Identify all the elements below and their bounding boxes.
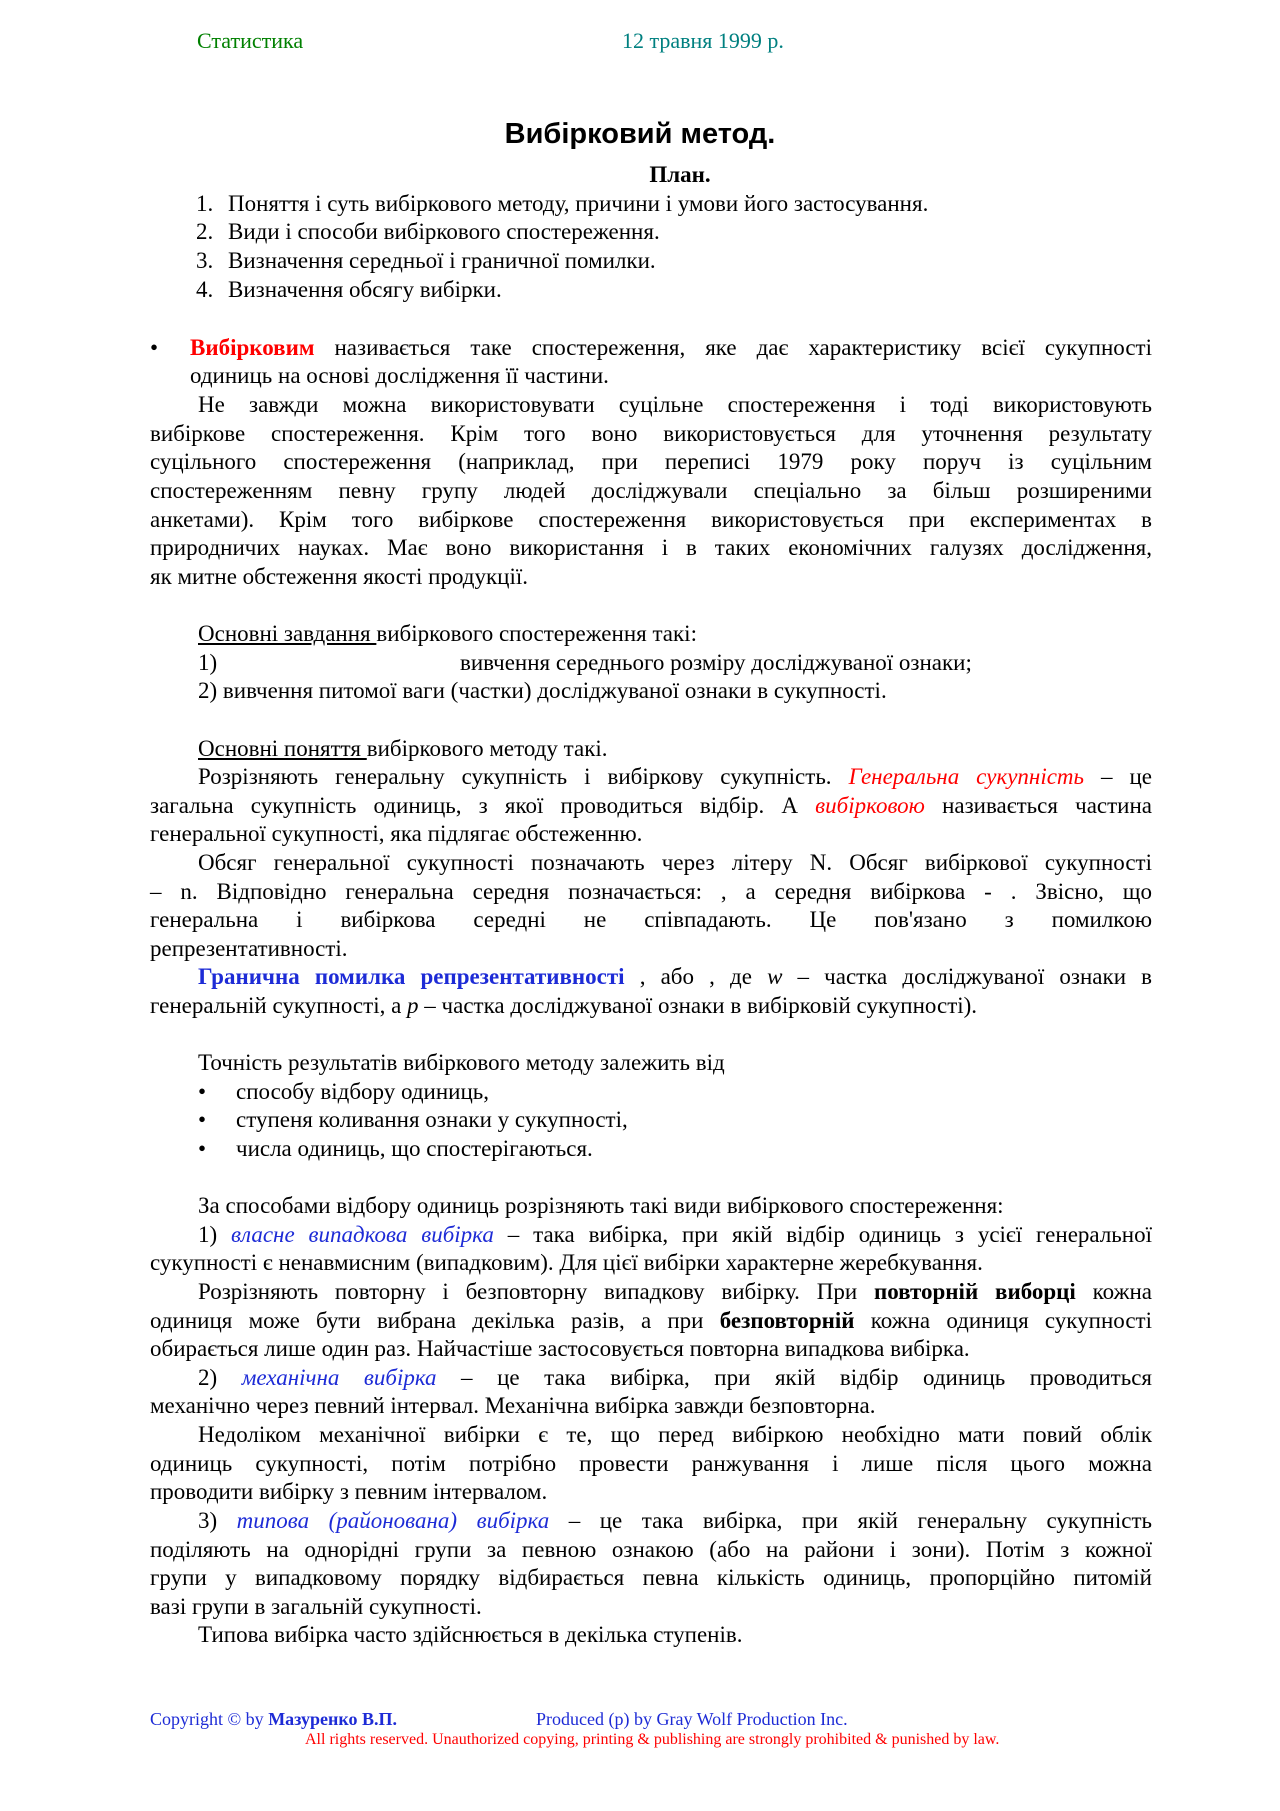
accuracy-intro: Точність результатів вибіркового методу залежить від	[198, 1050, 725, 1075]
footer-copyright	[150, 1709, 397, 1730]
paragraph-line	[150, 963, 1152, 991]
paragraph-line: поділяють на однорідні групи за певною ознакою (або на райони і зони). Потім з кожної	[150, 1537, 1152, 1562]
list-item: 2) вивчення питомої ваги (частки) досліджуваної ознаки в сукупності.	[198, 678, 887, 703]
task-text: вивчення середнього розміру досліджуваної ознаки;	[460, 650, 972, 675]
paragraph-line: анкетами). Крім того вибіркове спостереження використовується при експериментах в	[150, 507, 1152, 532]
symbol-p: p	[407, 993, 419, 1018]
task-number: 1)	[198, 650, 218, 675]
bullet-icon: •	[198, 1079, 207, 1104]
paragraph-line	[150, 1221, 1152, 1249]
page-title: Вибірковий метод.	[504, 118, 776, 150]
paragraph-line: сукупності є ненавмисним (випадковим). Для цієї вибірки характерне жеребкування.	[150, 1250, 983, 1275]
text-span: називається частина	[924, 793, 1152, 818]
text-span: – частка досліджуваної ознаки в	[782, 964, 1152, 989]
text-span: одиниця може бути вибрана декілька разів, а при	[150, 1308, 720, 1333]
text-span: Розрізняють повторну і безповторну випадкову вибірку. При	[198, 1279, 874, 1304]
term-non-repeated-sample: безповторній	[719, 1308, 855, 1333]
paragraph-line	[150, 1278, 1152, 1306]
term-random-sample: власне випадкова вибірка	[231, 1222, 494, 1247]
footer-produced: Produced (p) by Gray Wolf Production Inc.	[536, 1709, 848, 1729]
text-span: кожна	[1075, 1279, 1152, 1304]
paragraph-line: механічно через певний інтервал. Механічна вибірка завжди безповторна.	[150, 1393, 876, 1418]
text-span: , або , де	[624, 964, 768, 989]
plan-item-text: Поняття і суть вибіркового методу, причини і умови його застосування.	[228, 191, 929, 216]
text-span: – це така вибірка, при якій генеральну сукупність	[549, 1508, 1153, 1533]
paragraph-line	[150, 792, 1152, 820]
plan-item-number: 2.	[196, 219, 214, 244]
term-sample: вибірковою	[815, 793, 925, 818]
header-date: 12 травня 1999 р.	[622, 28, 784, 53]
text-span: – це така вибірка, при якій відбір одиниць проводиться	[436, 1365, 1152, 1390]
paragraph-line	[150, 1507, 1152, 1535]
paragraph-line: Обсяг генеральної сукупності позначають через літеру N. Обсяг вибіркової сукупності	[198, 850, 1152, 875]
paragraph-line: генеральна і вибіркова середні не співпадають. Це пов'язано з помилкою	[150, 907, 1152, 932]
bullet-icon: •	[150, 335, 159, 360]
accuracy-item: способу відбору одиниць,	[236, 1079, 489, 1104]
paragraph-line: обирається лише один раз. Найчастіше застосовується повторна випадкова вибірка.	[150, 1336, 970, 1361]
paragraph-line: репрезентативності.	[150, 936, 348, 961]
paragraph-line: суцільного спостереження (наприклад, при переписі 1979 року поруч із суцільним	[150, 449, 1152, 474]
concepts-text: вибіркового методу такі.	[366, 736, 608, 761]
types-intro: За способами відбору одиниць розрізняють такі види вибіркового спостереження:	[198, 1193, 1004, 1218]
header-subject: Статистика	[197, 28, 304, 53]
plan-heading: План.	[649, 162, 711, 187]
plan-item-number: 4.	[196, 277, 214, 302]
plan-item-text: Визначення обсягу вибірки.	[228, 277, 502, 302]
footer-rights: All rights reserved. Unauthorized copying, printing & publishing are strongly prohibited & punished by law.	[305, 1731, 1000, 1748]
term-margin-of-error: Гранична помилка репрезентативності	[198, 964, 625, 989]
bullet-icon: •	[198, 1136, 207, 1161]
plan-item-text: Визначення середньої і граничної помилки.	[228, 248, 656, 273]
symbol-w: w	[767, 964, 783, 989]
text-span: 3)	[198, 1508, 237, 1533]
text-span: – частка досліджуваної ознаки в вибірковій сукупності).	[418, 993, 978, 1018]
paragraph-line: Не завжди можна використовувати суцільне спостереження і тоді використовують	[198, 392, 1152, 417]
paragraph-line	[150, 1307, 1152, 1335]
paragraph-line: природничих науках. Має воно використання і в таких економічних галузях дослідження,	[150, 535, 1152, 560]
text-span: – це	[1084, 764, 1152, 789]
paragraph-line: – n. Відповідно генеральна середня позначається: , а середня вибіркова - . Звісно, що	[150, 879, 1152, 904]
term-typical-sample: типова (районована) вибірка	[236, 1508, 550, 1533]
text-span: 1)	[198, 1222, 232, 1247]
paragraph-line: вибіркове спостереження. Крім того воно використовується для уточнення результату	[150, 421, 1152, 446]
list-item	[150, 649, 1152, 677]
tasks-label: Основні завдання	[198, 621, 377, 646]
paragraph-line: Недоліком механічної вибірки є те, що перед вибіркою необхідно мати повий облік	[198, 1422, 1152, 1447]
paragraph-line: генеральної сукупності, яка підлягає обстеженню.	[150, 821, 643, 846]
term-mechanical-sample: механічна вибірка	[241, 1365, 437, 1390]
footer-author: Мазуренко В.П.	[268, 1709, 398, 1729]
tasks-text: вибіркового спостереження такі:	[376, 621, 697, 646]
text-span: – така вибірка, при якій відбір одиниць з усієї генеральної	[493, 1222, 1152, 1247]
definition-term: Вибірковим	[190, 335, 315, 360]
text-span: генеральній сукупності, а	[150, 993, 408, 1018]
text-span: Розрізняють генеральну сукупність і вибіркову сукупність.	[198, 764, 849, 789]
tasks-heading	[150, 620, 1152, 648]
accuracy-item: ступеня коливання ознаки у сукупності,	[236, 1107, 628, 1132]
definition-line: одиниць на основі дослідження її частини.	[190, 363, 609, 388]
text-span: кожна одиниця сукупності	[854, 1308, 1152, 1333]
paragraph-line: одиниць сукупності, потім потрібно провести ранжування і лише після цього можна	[150, 1451, 1152, 1476]
paragraph-line: Типова вибірка часто здійснюється в декілька ступенів.	[198, 1622, 743, 1647]
text-span: 2)	[198, 1365, 242, 1390]
plan-item-text: Види і способи вибіркового спостереження.	[228, 219, 660, 244]
text-span: загальна сукупність одиниць, з якої проводиться відбір. А	[150, 793, 816, 818]
paragraph-line: групи у випадковому порядку відбирається певна кількість одиниць, пропорційно питомій	[150, 1565, 1152, 1590]
copyright-text: Copyright © by	[150, 1709, 269, 1729]
paragraph-line: спостереженням певну групу людей досліджували спеціально за більш розширеними	[150, 478, 1152, 503]
definition-text: називається таке спостереження, яке дає характеристику всієї сукупності	[314, 335, 1152, 360]
concepts-heading	[150, 735, 1152, 763]
accuracy-item: числа одиниць, що спостерігаються.	[236, 1136, 593, 1161]
term-general-population: Генеральна сукупність	[848, 764, 1084, 789]
plan-item-number: 1.	[196, 191, 214, 216]
plan-item-number: 3.	[196, 248, 214, 273]
concepts-label: Основні поняття	[198, 736, 367, 761]
definition-line	[190, 334, 1152, 362]
term-repeated-sample: повторній виборці	[873, 1279, 1076, 1304]
paragraph-line: як митне обстеження якості продукції.	[150, 564, 529, 589]
bullet-icon: •	[198, 1107, 207, 1132]
paragraph-line	[150, 992, 1152, 1020]
paragraph-line	[150, 763, 1152, 791]
paragraph-line: вазі групи в загальній сукупності.	[150, 1594, 482, 1619]
paragraph-line: проводити вибірку з певним інтервалом.	[150, 1479, 548, 1504]
paragraph-line	[150, 1364, 1152, 1392]
